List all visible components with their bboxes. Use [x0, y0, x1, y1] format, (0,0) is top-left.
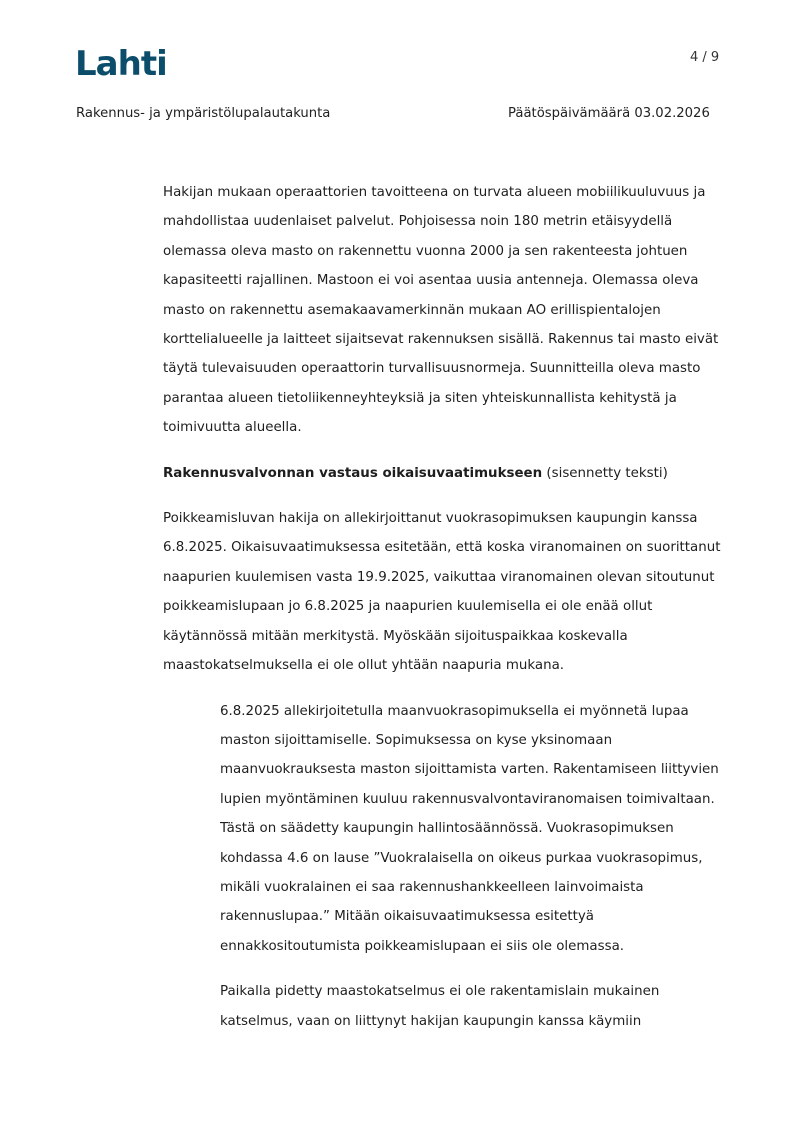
document-body	[163, 178, 723, 1036]
paragraph-appeal-summary	[163, 504, 723, 680]
text-line: maanvuokrauksesta maston sijoittamista varten. Rakentamiseen liittyvien	[220, 762, 719, 778]
text-line: 6.8.2025. Oikaisuvaatimuksessa esitetään, että koska viranomainen on suorittanut	[163, 540, 721, 556]
paragraph-applicant-reasoning	[163, 178, 723, 443]
text-line: Tästä on säädetty kaupungin hallintosäännössä. Vuokrasopimuksen	[220, 821, 674, 837]
lahti-logo: Lahti	[75, 44, 167, 84]
text-line: olemassa oleva masto on rakennettu vuonna 2000 ja sen rakenteesta johtuen	[163, 243, 688, 259]
text-line: lupien myöntäminen kuuluu rakennusvalvontaviranomaisen toimivaltaan.	[220, 791, 715, 807]
text-line: kapasiteetti rajallinen. Mastoon ei voi asentaa uusia antenneja. Olemassa oleva	[163, 273, 699, 289]
text-line: mahdollistaa uudenlaiset palvelut. Pohjoisessa noin 180 metrin etäisyydellä	[163, 214, 673, 230]
text-line: parantaa alueen tietoliikenneyhteyksiä ja siten yhteiskunnallista kehitystä ja	[163, 390, 677, 406]
text-line: poikkeamislupaan jo 6.8.2025 ja naapurien kuulemisella ei ole enää ollut	[163, 599, 653, 615]
text-line: masto on rakennettu asemakaavamerkinnän mukaan AO erillispientalojen	[163, 302, 661, 318]
text-line: ennakkositoutumista poikkeamislupaan ei siis ole olemassa.	[220, 938, 625, 954]
section-heading-bold: Rakennusvalvonnan vastaus oikaisuvaatimukseen	[163, 465, 543, 481]
section-heading	[163, 459, 723, 488]
text-line: rakennuslupaa.” Mitään oikaisuvaatimuksessa esitettyä	[220, 909, 595, 925]
text-line: Paikalla pidetty maastokatselmus ei ole rakentamislain mukainen	[220, 984, 660, 1000]
text-line: käytännössä mitään merkitystä. Myöskään sijoituspaikkaa koskevalla	[163, 628, 628, 644]
text-line: 6.8.2025 allekirjoitetulla maanvuokrasopimuksella ei myönnetä lupaa	[220, 703, 689, 719]
text-line: mikäli vuokralainen ei saa rakennushankkeelleen lainvoimaista	[220, 879, 644, 895]
committee-name: Rakennus- ja ympäristölupalautakunta	[76, 106, 331, 121]
decision-date: Päätöspäivämäärä 03.02.2026	[508, 106, 710, 121]
text-line: maston sijoittamiselle. Sopimuksessa on kyse yksinomaan	[220, 732, 613, 748]
text-line: naapurien kuulemisen vasta 19.9.2025, vaikuttaa viranomainen olevan sitoutunut	[163, 569, 715, 585]
text-line: Poikkeamisluvan hakija on allekirjoittanut vuokrasopimuksen kaupungin kanssa	[163, 511, 698, 527]
paragraph-response-lease	[220, 697, 720, 962]
text-line: kohdassa 4.6 on lause ”Vuokralaisella on oikeus purkaa vuokrasopimus,	[220, 850, 703, 866]
text-line: katselmus, vaan on liittynyt hakijan kaupungin kanssa käymiin	[220, 1013, 642, 1029]
text-line: toimivuutta alueella.	[163, 420, 302, 436]
text-line: Hakijan mukaan operaattorien tavoitteena on turvata alueen mobiilikuuluvuus ja	[163, 185, 706, 200]
text-line: täytä tulevaisuuden operaattorin turvallisuusnormeja. Suunnitteilla oleva masto	[163, 361, 701, 377]
section-heading-note: (sisennetty teksti)	[542, 465, 668, 481]
paragraph-response-inspection	[220, 977, 720, 1036]
text-line: maastokatselmuksella ei ole ollut yhtään naapuria mukana.	[163, 658, 565, 674]
page-number: 4 / 9	[690, 50, 720, 65]
text-line: korttelialueelle ja laitteet sijaitsevat rakennuksen sisällä. Rakennus tai masto eivät	[163, 332, 719, 348]
